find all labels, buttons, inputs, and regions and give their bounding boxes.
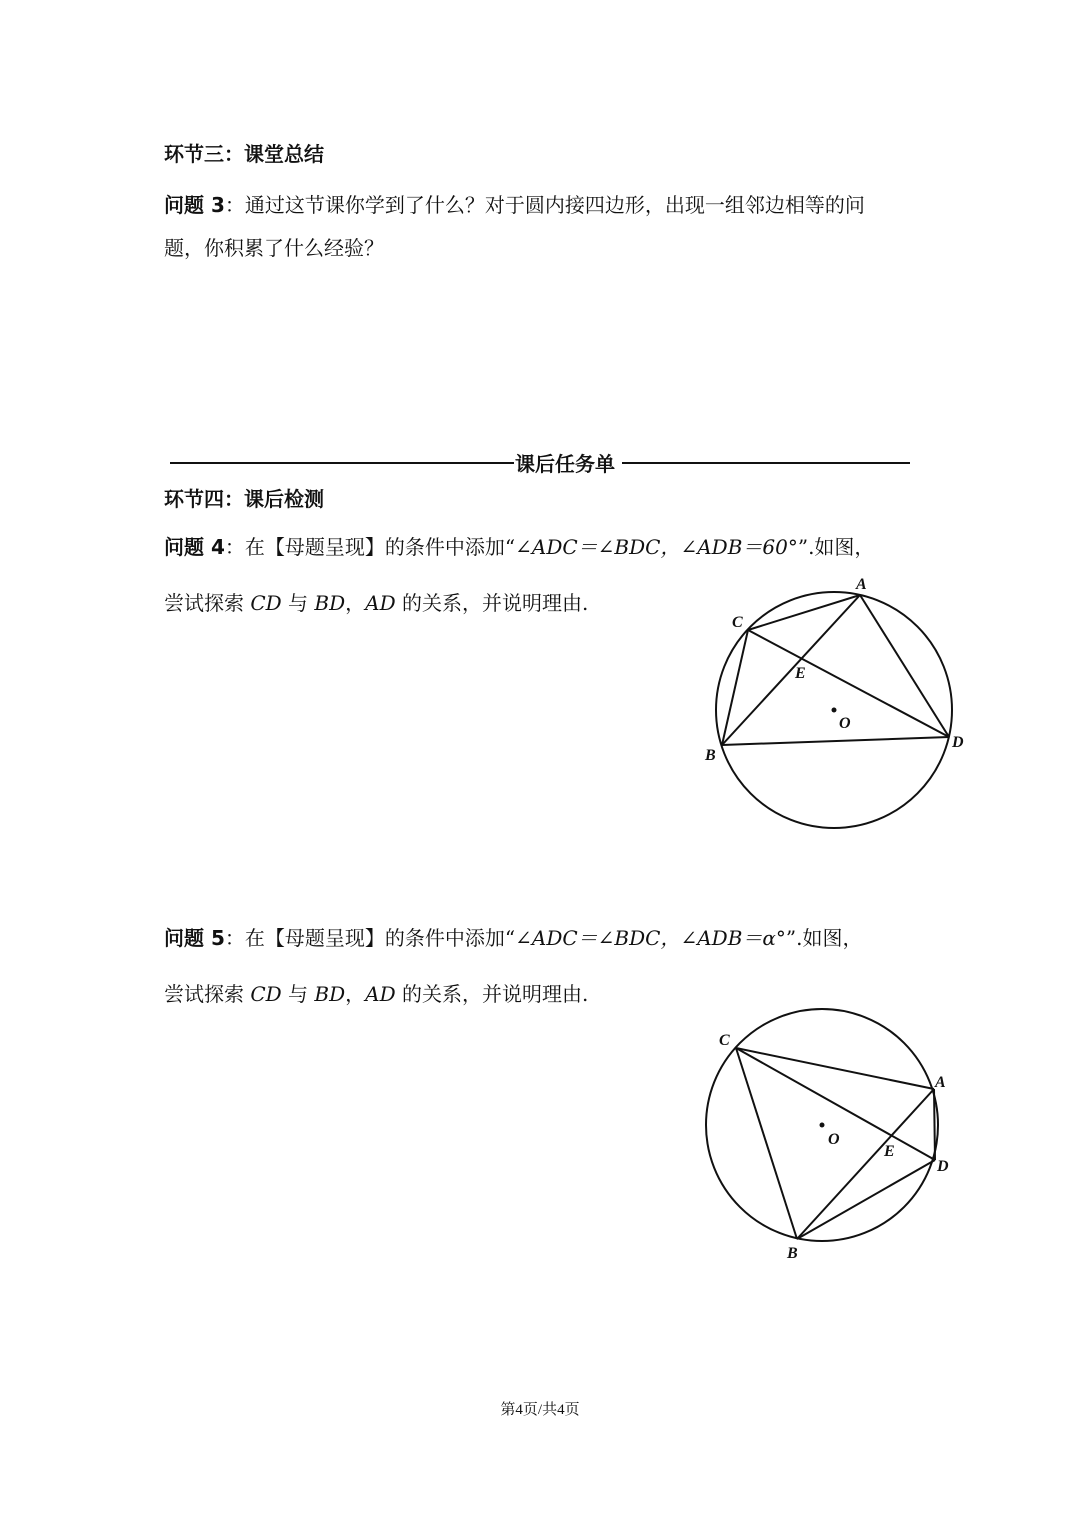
q5-comma: ， xyxy=(345,982,366,1006)
fig4-center-dot xyxy=(832,708,837,713)
question-4-line2 xyxy=(164,588,588,618)
fig5-label-D: D xyxy=(937,1158,949,1175)
question-5-condition: ∠ADC＝∠BDC，∠ADB＝α° xyxy=(515,926,786,950)
question-5-post: ”.如图， xyxy=(785,926,863,950)
q5-ad: AD xyxy=(365,982,396,1006)
q4-cd: CD xyxy=(250,591,282,615)
figure-q5 xyxy=(690,1000,980,1275)
fig5-label-E: E xyxy=(884,1143,895,1160)
figure-q4 xyxy=(690,570,990,840)
fig4-label-O: O xyxy=(839,715,851,732)
q4-comma: ， xyxy=(345,591,366,615)
fig5-label-O: O xyxy=(828,1131,840,1148)
question-3-line1 xyxy=(164,190,924,220)
question-3-line2: 题，你积累了什么经验？ xyxy=(164,236,384,260)
divider-line-right xyxy=(622,462,910,464)
q5-cd: CD xyxy=(250,982,282,1006)
q4-line2-post: 的关系，并说明理由. xyxy=(395,591,589,615)
fig5-segment-CA xyxy=(736,1048,934,1089)
q4-bd: BD xyxy=(314,591,346,615)
section3-heading: 环节三：课堂总结 xyxy=(164,142,324,166)
q5-line2-post: 的关系，并说明理由. xyxy=(395,982,589,1006)
fig4-label-A: A xyxy=(856,576,867,593)
question-4-condition: ∠ADC＝∠BDC，∠ADB＝60° xyxy=(515,535,798,559)
q5-bd: BD xyxy=(314,982,346,1006)
fig5-segment-DB xyxy=(797,1160,935,1239)
fig5-segment-AD xyxy=(934,1089,935,1160)
question-4-post: ”.如图， xyxy=(797,535,875,559)
question-5-line1 xyxy=(164,923,924,953)
divider-line-left xyxy=(170,462,514,464)
divider-title: 课后任务单 xyxy=(515,452,615,476)
question-3-text1: 通过这节课你学到了什么？对于圆内接四边形，出现一组邻边相等的问 xyxy=(244,193,865,217)
fig5-label-C: C xyxy=(719,1032,730,1049)
section4-heading: 环节四：课后检测 xyxy=(164,487,324,511)
q5-yu: 与 xyxy=(281,982,315,1006)
q4-yu: 与 xyxy=(281,591,315,615)
q4-ad: AD xyxy=(365,591,396,615)
fig4-segment-DB xyxy=(722,737,949,745)
fig4-label-B: B xyxy=(705,747,716,764)
page-footer: 第4页/共4页 xyxy=(500,1402,580,1418)
question-5-line2 xyxy=(164,979,588,1009)
question-5-label: 问题 5 xyxy=(164,926,225,950)
fig4-lines xyxy=(722,595,949,745)
q4-line2-pre: 尝试探索 xyxy=(164,591,251,615)
fig4-label-C: C xyxy=(732,614,743,631)
question-4-line1 xyxy=(164,532,924,562)
fig5-label-B: B xyxy=(787,1245,798,1262)
question-3-label: 问题 3 xyxy=(164,193,225,217)
question-4-colon: ： xyxy=(224,535,245,559)
question-4-pre: 在【母题呈现】的条件中添加“ xyxy=(244,535,516,559)
question-4-label: 问题 4 xyxy=(164,535,225,559)
question-3-colon: ： xyxy=(224,193,245,217)
fig4-label-E: E xyxy=(795,665,806,682)
fig5-center-dot xyxy=(820,1123,825,1128)
fig5-label-A: A xyxy=(935,1074,946,1091)
fig4-label-D: D xyxy=(952,734,964,751)
fig5-segment-BA xyxy=(797,1089,934,1239)
question-3 xyxy=(164,190,924,263)
q5-line2-pre: 尝试探索 xyxy=(164,982,251,1006)
question-5-pre: 在【母题呈现】的条件中添加“ xyxy=(244,926,516,950)
question-5-colon: ： xyxy=(224,926,245,950)
